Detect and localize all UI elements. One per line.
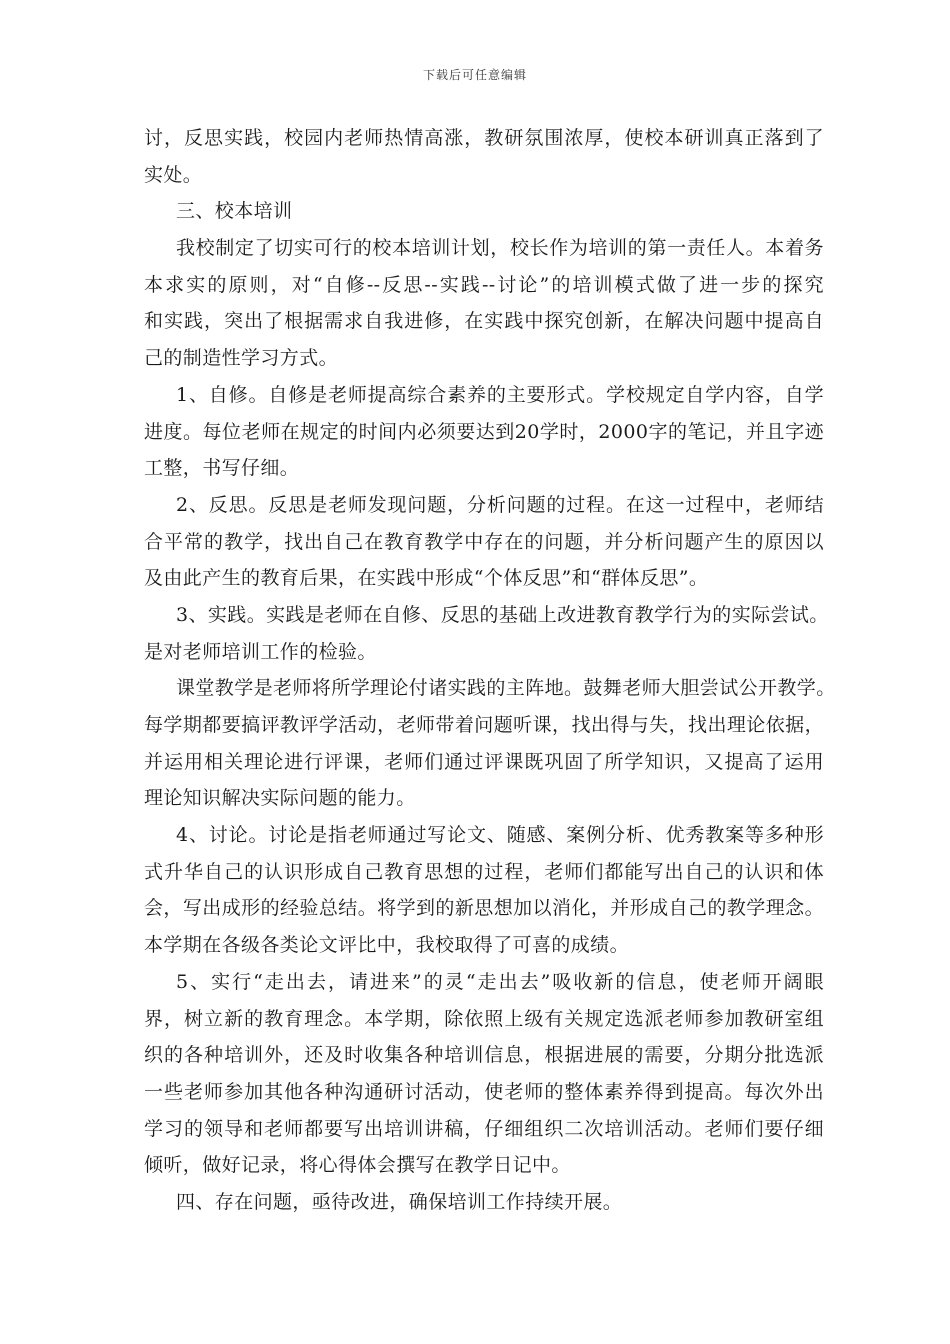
- text-line: 工整，书写仔细。: [144, 457, 300, 480]
- text-line: 我校制定了切实可行的校本培训计划，校长作为培训的第一责任人。本着务: [176, 237, 824, 260]
- text-line: 4、讨论。讨论是指老师通过写论文、随感、案例分析、优秀教案等多种形: [176, 824, 824, 847]
- text-line: 本求实的原则，对“自修--反思--实践--讨论”的培训模式做了进一步的探究: [144, 273, 824, 296]
- text-line: 并运用相关理论进行评课，老师们通过评课既巩固了所学知识，又提高了运用: [144, 750, 824, 773]
- text-line: 进度。每位老师在规定的时间内必须要达到20学时，2000字的笔记，并且字迹: [144, 420, 824, 443]
- text-line: 实处。: [144, 163, 203, 186]
- text-line: 会，写出成形的经验总结。将学到的新思想加以消化，并形成自己的教学理念。: [144, 897, 824, 920]
- text-line: 织的各种培训外，还及时收集各种培训信息，根据进展的需要，分期分批选派: [144, 1044, 824, 1067]
- text-line: 倾听，做好记录，将心得体会撰写在教学日记中。: [144, 1154, 571, 1177]
- text-line: 讨，反思实践，校园内老师热情高涨，教研氛围浓厚，使校本研训真正落到了: [144, 127, 824, 149]
- text-line: 3、实践。实践是老师在自修、反思的基础上改进教育教学行为的实际尝试。: [176, 603, 829, 626]
- text-line: 5、实行“走出去，请进来”的灵“走出去”吸收新的信息，使老师开阔眼: [176, 970, 824, 993]
- section-heading: 四、存在问题，亟待改进，确保培训工作持续开展。: [176, 1190, 623, 1213]
- text-line: 及由此产生的教育后果，在实践中形成“个体反思”和“群体反思”。: [144, 567, 709, 590]
- text-line: 课堂教学是老师将所学理论付诸实践的主阵地。鼓舞老师大胆尝试公开教学。: [176, 677, 836, 700]
- text-line: 合平常的教学，找出自己在教育教学中存在的问题，并分析问题产生的原因以: [144, 530, 824, 553]
- text-line: 是对老师培训工作的检验。: [144, 640, 377, 663]
- text-line: 和实践，突出了根据需求自我进修，在实践中探究创新，在解决问题中提高自: [144, 310, 824, 333]
- text-line: 1、自修。自修是老师提高综合素养的主要形式。学校规定自学内容，自学: [176, 383, 824, 406]
- text-line: 式升华自己的认识形成自己教育思想的过程，老师们都能写出自己的认识和体: [144, 860, 824, 883]
- document-body: [144, 120, 836, 1221]
- text-line: 2、反思。反思是老师发现问题，分析问题的过程。在这一过程中，老师结: [176, 493, 824, 516]
- section-heading: 三、校本培训: [176, 200, 293, 223]
- text-line: 本学期在各级各类论文评比中，我校取得了可喜的成绩。: [144, 934, 630, 957]
- text-line: 理论知识解决实际问题的能力。: [144, 787, 416, 810]
- text-line: 每学期都要搞评教评学活动，老师带着问题听课，找出得与失，找出理论依据，: [144, 714, 824, 736]
- text-line: 一些老师参加其他各种沟通研讨活动，使老师的整体素养得到提高。每次外出: [144, 1080, 824, 1103]
- page-header-note: 下载后可任意编辑: [422, 68, 527, 82]
- text-line: 界，树立新的教育理念。本学期，除依照上级有关规定选派老师参加教研室组: [144, 1007, 824, 1030]
- text-line: 己的制造性学习方式。: [144, 347, 339, 370]
- text-line: 学习的领导和老师都要写出培训讲稿，仔细组织二次培训活动。老师们要仔细: [144, 1117, 824, 1140]
